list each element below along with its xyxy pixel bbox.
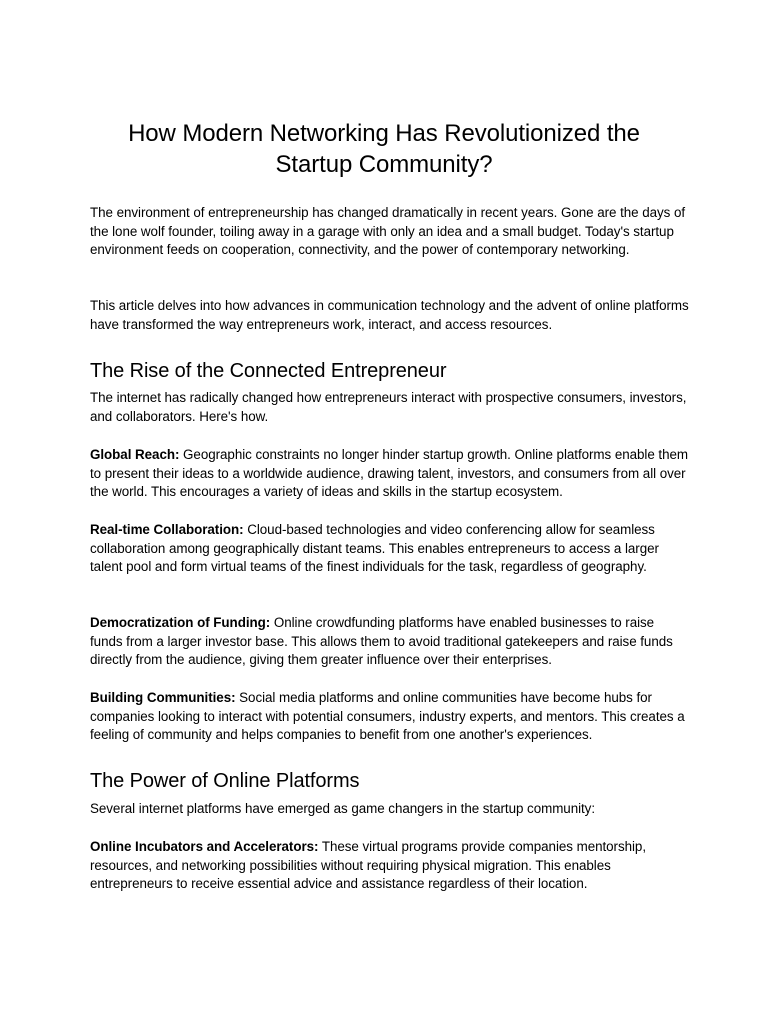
term-label: Real-time Collaboration: — [90, 522, 244, 537]
term-label: Online Incubators and Accelerators: — [90, 839, 319, 854]
term-description: These virtual programs provide companies mentorship, resources, and networking possibilities without requiring physical migration. This enables entrepreneurs to receive essential advice and assistance regardless of their location. — [90, 839, 646, 892]
term-label: Building Communities: — [90, 690, 236, 705]
term-description: Cloud-based technologies and video conferencing allow for seamless collaboration among geographically distant teams. This enables entrepreneurs to access a larger talent pool and form virtual teams of the finest individuals for the task, regardless of geography. — [90, 522, 659, 575]
list-item-online-incubators — [90, 838, 690, 894]
list-item-global-reach — [90, 446, 690, 502]
section-heading-connected-entrepreneur: The Rise of the Connected Entrepreneur — [90, 360, 447, 382]
list-item-realtime-collaboration — [90, 521, 690, 577]
intro-paragraph-1: The environment of entrepreneurship has changed dramatically in recent years. Gone are the days of the lone wolf founder, toiling away in a garage with only an idea and a small budget. Today's startup environment feeds on cooperation, connectivity, and the power of contemporary networking. — [90, 205, 686, 258]
term-description: Social media platforms and online communities have become hubs for companies looking to interact with potential consumers, industry experts, and mentors. This creates a feeling of community and helps companies to benefit from one another's experiences. — [90, 690, 685, 743]
term-description: Geographic constraints no longer hinder startup growth. Online platforms enable them to present their ideas to a worldwide audience, drawing talent, investors, and consumers from all over the world. This encourages a variety of ideas and skills in the startup ecosystem. — [90, 447, 688, 500]
term-description: Online crowdfunding platforms have enabled businesses to raise funds from a larger investor base. This allows them to avoid traditional gatekeepers and raise funds directly from the audience, giving them greater influence over their enterprises. — [90, 615, 673, 668]
list-item-democratization-of-funding — [90, 614, 690, 670]
section2-lead-paragraph: Several internet platforms have emerged as game changers in the startup community: — [90, 801, 596, 816]
section1-lead-paragraph: The internet has radically changed how entrepreneurs interact with prospective consumers, investors, and collaborators. Here's how. — [90, 390, 687, 424]
term-label: Global Reach: — [90, 447, 180, 462]
term-label: Democratization of Funding: — [90, 615, 271, 630]
section-heading-online-platforms: The Power of Online Platforms — [90, 770, 360, 792]
intro-paragraph-2: This article delves into how advances in communication technology and the advent of online platforms have transformed the way entrepreneurs work, interact, and access resources. — [90, 298, 689, 332]
page-title: How Modern Networking Has Revolutionized the Startup Community? — [128, 120, 640, 178]
list-item-building-communities — [90, 689, 690, 745]
